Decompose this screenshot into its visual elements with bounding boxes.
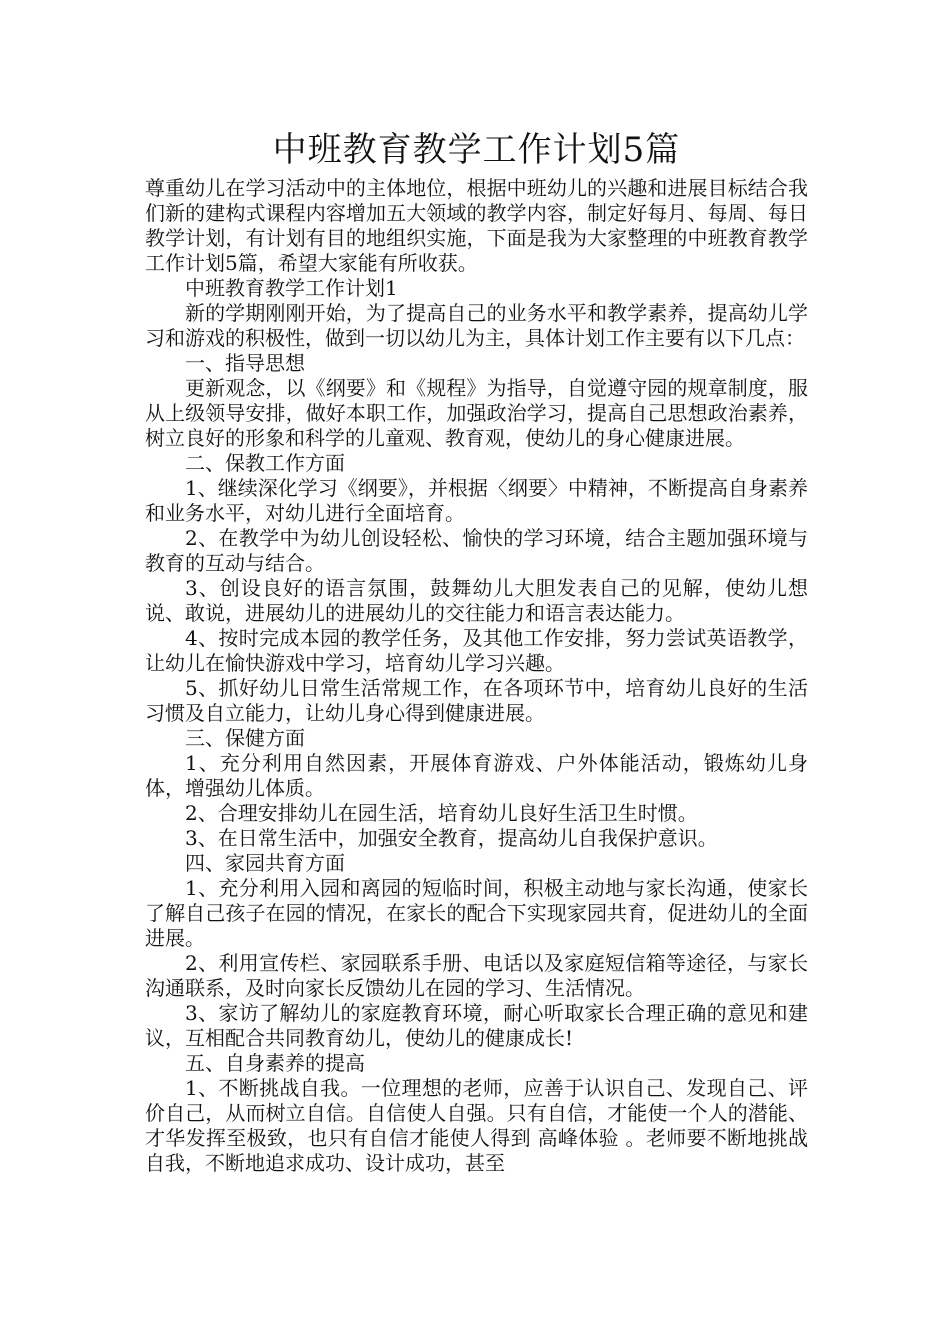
section-heading: 中班教育教学工作计划1	[185, 276, 398, 300]
section-heading: 四、家园共育方面	[185, 851, 345, 875]
body-paragraph: 2、在教学中为幼儿创设轻松、愉快的学习环境，结合主题加强环境与教育的互动与结合。	[145, 526, 808, 575]
body-paragraph: 新的学期刚刚开始，为了提高自己的业务水平和教学素养，提高幼儿学习和游戏的积极性，做到一切以幼儿为主，具体计划工作主要有以下几点：	[145, 301, 808, 350]
body-paragraph: 2、利用宣传栏、家园联系手册、电话以及家庭短信箱等途径，与家长沟通联系，及时向家长反馈幼儿在园的学习、生活情况。	[145, 951, 808, 1000]
body-paragraph: 尊重幼儿在学习活动中的主体地位，根据中班幼儿的兴趣和进展目标结合我们新的建构式课程内容增加五大领域的教学内容，制定好每月、每周、每日教学计划，有计划有目的地组织实施，下面是我为大家整理的中班教育教学工作计划5篇，希望大家能有所收获。	[145, 176, 808, 275]
document-title: 中班教育教学工作计划5篇	[272, 130, 681, 170]
body-paragraph: 3、创设良好的语言氛围，鼓舞幼儿大胆发表自己的见解，使幼儿想说、敢说，进展幼儿的进展幼儿的交往能力和语言表达能力。	[145, 576, 808, 625]
section-heading: 二、保教工作方面	[185, 451, 345, 475]
body-paragraph: 1、不断挑战自我。一位理想的老师，应善于认识自己、发现自己、评价自己，从而树立自信。自信使人自强。只有自信，才能使一个人的潜能、才华发挥至极致，也只有自信才能使人得到 高峰体验 。老师要不断地挑战自我，不断地追求成功、设计成功，甚至	[145, 1076, 808, 1175]
section-heading: 三、保健方面	[185, 726, 305, 750]
body-paragraph: 1、充分利用自然因素，开展体育游戏、户外体能活动，锻炼幼儿身体，增强幼儿体质。	[145, 751, 808, 800]
document-body	[145, 176, 808, 1176]
section-heading: 五、自身素养的提高	[185, 1051, 365, 1075]
body-paragraph: 更新观念，以《纲要》和《规程》为指导，自觉遵守园的规章制度，服从上级领导安排，做好本职工作，加强政治学习，提高自己思想政治素养，树立良好的形象和科学的儿童观、教育观，使幼儿的身心健康进展。	[145, 376, 808, 450]
body-paragraph: 1、充分利用入园和离园的短临时间，积极主动地与家长沟通，使家长了解自己孩子在园的情况，在家长的配合下实现家园共育，促进幼儿的全面进展。	[145, 876, 808, 950]
body-paragraph: 5、抓好幼儿日常生活常规工作，在各项环节中，培育幼儿良好的生活习惯及自立能力，让幼儿身心得到健康进展。	[145, 676, 808, 725]
body-paragraph: 1、继续深化学习《纲要》，并根据〈纲要〉中精神，不断提高自身素养和业务水平，对幼儿进行全面培育。	[145, 476, 808, 525]
body-paragraph: 3、家访了解幼儿的家庭教育环境，耐心听取家长合理正确的意见和建议，互相配合共同教育幼儿，使幼儿的健康成长!	[145, 1001, 808, 1050]
section-heading: 一、指导思想	[185, 351, 305, 375]
body-paragraph: 4、按时完成本园的教学任务，及其他工作安排，努力尝试英语教学，让幼儿在愉快游戏中学习，培育幼儿学习兴趣。	[145, 626, 808, 675]
body-paragraph: 2、合理安排幼儿在园生活，培育幼儿良好生活卫生时惯。	[185, 801, 698, 825]
body-paragraph: 3、在日常生活中，加强安全教育，提高幼儿自我保护意识。	[185, 826, 718, 850]
